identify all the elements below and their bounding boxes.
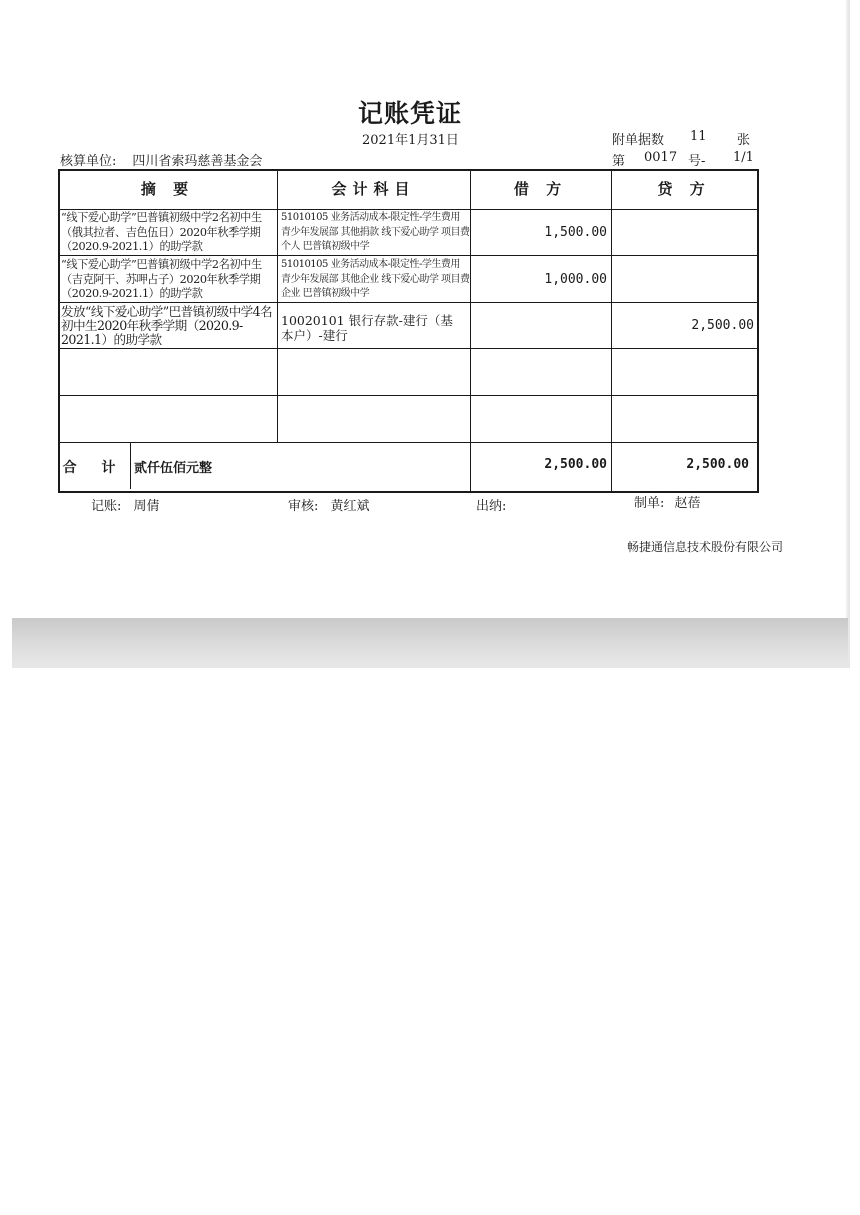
attachment-unit: 张: [737, 133, 751, 148]
header-account: 会计科目: [331, 180, 416, 198]
scan-page-edge: [846, 0, 850, 668]
row-3-account: 10020101 银行存款-建行（基本户）-建行: [281, 313, 453, 343]
row-1-debit: 1,500.00: [544, 225, 607, 240]
reviewer-label: 审核:: [288, 499, 319, 514]
row-2-debit: 1,000.00: [544, 272, 607, 287]
row-2-account: 51010105 业务活动成本-限定性-学生费用 青少年发展部 其他企业 线下爱心助学 项目费 企业 巴普镇初级中学: [281, 259, 470, 299]
voucher-title: 记账凭证: [357, 99, 462, 128]
col-divider: [130, 442, 131, 489]
voucher-table: [58, 169, 757, 491]
number-suffix: 号-: [688, 154, 706, 169]
preparer-label: 制单:: [634, 496, 665, 511]
unit-name: 四川省索玛慈善基金会: [132, 154, 263, 169]
page-index: 1/1: [733, 150, 754, 165]
attachment-label: 附单据数: [612, 133, 665, 148]
cashier-signature: [476, 495, 514, 514]
total-label: 合 计: [62, 460, 126, 476]
header-summary: 摘 要: [140, 180, 195, 198]
bookkeeper-label: 记账:: [91, 499, 122, 514]
preparer-signature: [634, 492, 701, 511]
row-2-summary: “线下爱心助学”巴普镇初级中学2名初中生（吉克阿干、苏呷占子）2020年秋季学期（2020.9-2021.1）的助学款: [61, 258, 262, 300]
accounting-unit: [60, 150, 262, 169]
row-divider: [58, 442, 757, 443]
number-value: 0017: [644, 150, 678, 165]
row-divider: [58, 348, 757, 349]
number-prefix: 第: [612, 154, 626, 169]
row-divider: [58, 302, 757, 303]
row-1-account: 51010105 业务活动成本-限定性-学生费用 青少年发展部 其他捐款 线下爱心助学 项目费 个人 巴普镇初级中学: [281, 212, 470, 252]
header-credit: 贷 方: [657, 180, 711, 198]
row-divider: [58, 209, 757, 210]
cashier-label: 出纳:: [476, 499, 507, 514]
row-divider: [58, 255, 757, 256]
software-vendor: 畅捷通信息技术股份有限公司: [627, 540, 784, 554]
row-1-summary: “线下爱心助学”巴普镇初级中学2名初中生（俄其拉者、吉色伍日）2020年秋季学期（2020.9-2021.1）的助学款: [61, 211, 262, 253]
preparer-name: 赵蓓: [674, 496, 701, 511]
total-debit: 2,500.00: [544, 457, 607, 472]
row-divider: [58, 395, 757, 396]
col-divider: [611, 169, 612, 491]
bookkeeper-name: 周倩: [133, 499, 160, 514]
row-3-summary: 发放“线下爱心助学”巴普镇初级中学4名初中生2020年秋季学期（2020.9-2021.1）的助学款: [61, 305, 272, 347]
attachment-count: 11: [690, 129, 707, 144]
scan-shadow-band: [12, 618, 848, 668]
header-debit: 借 方: [513, 180, 568, 198]
reviewer-name: 黄红斌: [330, 499, 370, 514]
row-3-credit: 2,500.00: [691, 318, 754, 333]
unit-label: 核算单位:: [60, 154, 117, 169]
voucher-date: 2021年1月31日: [362, 133, 459, 148]
total-amount-words: 贰仟伍佰元整: [134, 461, 213, 476]
bookkeeper-signature: [91, 495, 160, 514]
total-credit: 2,500.00: [686, 457, 749, 472]
reviewer-signature: [288, 495, 370, 514]
col-divider: [277, 169, 278, 442]
